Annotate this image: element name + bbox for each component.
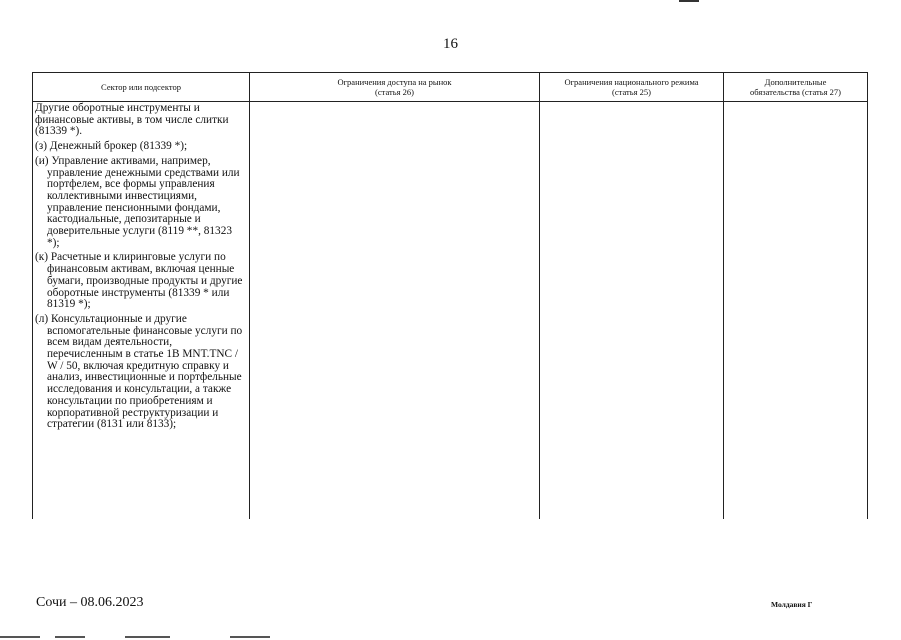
footer-country: Молдавия Г [771, 600, 813, 609]
footer-location-date: Сочи – 08.06.2023 [36, 595, 144, 610]
national-treatment-cell [540, 102, 724, 520]
table-header-row [33, 73, 868, 102]
schedule-table [32, 72, 868, 519]
scan-mark [679, 0, 699, 2]
sector-cell [33, 102, 250, 520]
table-row [33, 102, 868, 520]
page-number: 16 [443, 36, 458, 52]
sector-entry: (и) Управление активами, например, управление денежными средствами или портфелем, все формы управления коллективными инвестициями, управление пенсионными фондами, кастодиальные, депозитарные и доверительные услуги (8119 **, 81323 *); [35, 154, 240, 249]
scan-marks-bottom [0, 636, 901, 640]
header-sector: Сектор или подсектор [33, 73, 250, 102]
sector-entry: Другие оборотные инструменты и финансовые активы, в том числе слитки (81339 *). [35, 102, 229, 138]
sector-entry: (к) Расчетные и клиринговые услуги по финансовым активам, включая ценные бумаги, производные продукты и другие оборотные инструменты (81339 * или 81319 *); [35, 251, 243, 311]
market-access-cell [250, 102, 540, 520]
header-additional-commitments: Дополнительные обязательства (статья 27) [724, 73, 868, 102]
sector-entry: (л) Консультационные и другие вспомогательные финансовые услуги по всем видам деятельности, перечисленным в статье 1B MNT.TNC / W / 50, включая кредитную справку и анализ, инвестиционные и портфельные исследования и консультации, а также консультации по приобретениям и корпоративной реструктуризации и стратегии (8131 или 8133); [35, 312, 243, 431]
sector-entry: (з) Денежный брокер (81339 *); [35, 140, 188, 153]
additional-commitments-cell [724, 102, 868, 520]
header-market-access: Ограничения доступа на рынок (статья 26) [250, 73, 540, 102]
header-national-treatment: Ограничения национального режима (статья 25) [540, 73, 724, 102]
